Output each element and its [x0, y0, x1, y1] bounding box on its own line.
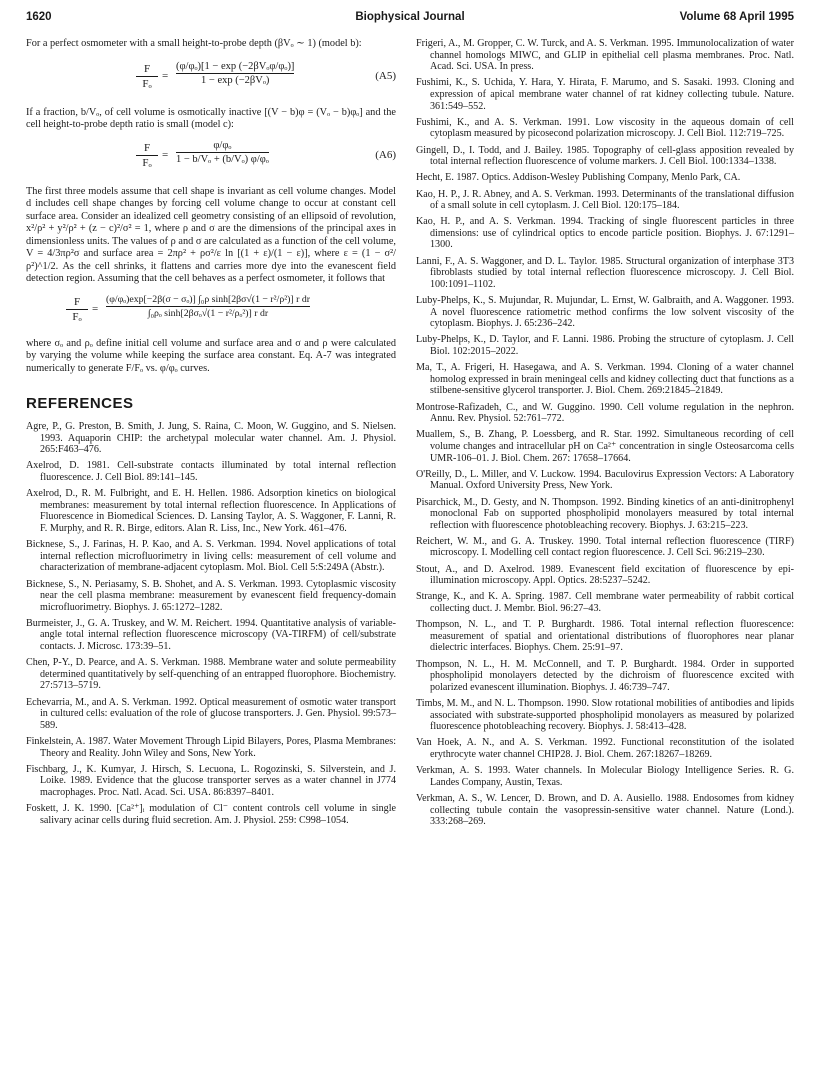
equation-lhs: [66, 296, 88, 323]
reference-entry: Luby-Phelps, K., S. Mujundar, R. Mujundar, L. Ernst, W. Galbraith, and A. Waggoner. 1993. A novel fluorescence ratiometric method confirms the low solvent viscosity of the cytoplasm. Biophys. J. 65:236–242.: [416, 295, 794, 330]
paragraph-models: The first three models assume that cell shape is invariant as cell volume changes. Model d includes cell shape changes by forcing cell volume change to occur at constant cell surface area. Consider an idealized cell geometry consisting of an ellipsoid of revolution, x²/ρ² + y²/ρ² + (z − c)²/σ² = 1, where ρ and σ are the dimensions of the principal axes in dimensionless units. The values of ρ and σ are calculated as a function of the cell volume, V = 4/3πρ²σ and surface area = 2πρ² + ρσ²/ε ln [(1 + ε)/(1 − ε)], where ε = (1 − σ²/ρ²)^1/2. As the cell shrinks, it flattens and carries more dye into the evanescent field detection region. Assuming that the cell behaves as a perfect osmometer, it follows that: [26, 185, 396, 284]
journal-title: Biophysical Journal: [355, 11, 465, 23]
lhs-denominator: Fₒ: [142, 156, 152, 169]
equals-sign: =: [162, 148, 169, 161]
reference-entry: Reichert, W. M., and G. A. Truskey. 1990. Total internal reflection fluorescence (TIRF) microscopy. I. Modelling cell contact region fluorescence. J. Cell Sci. 96:219–230.: [416, 535, 794, 559]
reference-entry: Montrose-Rafizadeh, C., and W. Guggino. 1990. Cell volume regulation in the nephron. Annu. Rev. Physiol. 52:761–772.: [416, 401, 794, 425]
equation-rhs: [176, 61, 294, 86]
equation-rhs: [106, 294, 310, 319]
reference-entry: Fushimi, K., and A. S. Verkman. 1991. Low viscosity in the aqueous domain of cell cytoplasm measured by picosecond polarization microscopy. J. Cell Biol. 112:719–725.: [416, 116, 794, 140]
equation-number: (A6): [375, 148, 396, 161]
reference-entry: Bicknese, S., J. Farinas, H. P. Kao, and A. S. Verkman. 1994. Novel applications of total internal reflection microfluorimetry in living cells: measurement of cell volume and characterization of membrane-adjacent cytoplasm. Mol. Biol. Cell 5:S:249A (Abstr.).: [26, 539, 396, 574]
intro-model-b: For a perfect osmometer with a small height-to-probe depth (βVₒ ∼ 1) (model b):: [26, 38, 362, 49]
rhs-numerator: (φ/φₒ)[1 − exp (−2βVₒφ/φₒ)]: [176, 60, 295, 72]
reference-entry: Luby-Phelps, K., D. Taylor, and F. Lanni. 1986. Probing the structure of cytoplasm. J. Cell Biol. 102:2015–2022.: [416, 334, 794, 357]
rhs-numerator: φ/φₒ: [176, 140, 269, 153]
equals-sign: =: [162, 69, 169, 82]
page-header: [26, 11, 794, 29]
reference-entry: O'Reilly, D., L. Miller, and V. Luckow. 1994. Baculovirus Expression Vectors: A Laboratory Manual. Oxford University Press, New York.: [416, 468, 794, 492]
lhs-numerator: F: [136, 63, 158, 77]
reference-entry: Chen, P-Y., D. Pearce, and A. S. Verkman. 1988. Membrane water and solute permeability determined quantitatively by self-quenching of an entrapped fluorophore. Biochemistry. 27:5713–5719.: [26, 657, 396, 692]
rhs-denominator: ∫₀ρₒ sinh[2βσₒ√(1 − r²/ρₒ²)] r dr: [147, 307, 269, 319]
equation-a7: [26, 292, 396, 334]
reference-entry: Fushimi, K., S. Uchida, Y. Hara, Y. Hirata, F. Marumo, and S. Sasaki. 1993. Cloning and expression of apical membrane water channel of rat kidney collecting tubule. Nature. 361:549–552.: [416, 77, 794, 112]
rhs-denominator: 1 − exp (−2βVₒ): [201, 74, 270, 86]
reference-entry: Agre, P., G. Preston, B. Smith, J. Jung, S. Raina, C. Moon, W. Guggino, and S. Nielsen. 1993. Aquaporin CHIP: the archetypal molecular water channel. Am. J. Physiol. 265:F463–476.: [26, 421, 396, 456]
right-column: [416, 38, 794, 832]
reference-entry: Axelrod, D., R. M. Fulbright, and E. H. Hellen. 1986. Adsorption kinetics on biological membranes: measurement by total internal reflection fluorescence. In Applications of Fluorescence in Biomedical Sciences. D. Lansing Taylor, A. S. Waggoner, F. Lanni, R. F. Murphy, and R. R. Birge, editors. Alan R. Liss, Inc., New York. 461–476.: [26, 488, 396, 534]
left-column: [26, 38, 396, 831]
reference-entry: Verkman, A. S., W. Lencer, D. Brown, and D. A. Ausiello. 1988. Endosomes from kidney collecting tubule contain the vasopressin-sensitive water channel. Nature (Lond.). 333:268–269.: [416, 792, 794, 828]
equals-sign: =: [92, 302, 99, 315]
equation-a6: [26, 138, 396, 178]
equation-lhs: [136, 63, 158, 90]
references-heading: REFERENCES: [26, 395, 134, 412]
reference-entry: Finkelstein, A. 1987. Water Movement Through Lipid Bilayers, Pores, Plasma Membranes: Theory and Reality. John Wiley and Sons, New York.: [26, 736, 396, 759]
reference-entry: Foskett, J. K. 1990. [Ca²⁺]ᵢ modulation of Cl⁻ content controls cell volume in single salivary acinar cells during fluid secretion. Am. J. Physiol. 259: C998–1054.: [26, 803, 396, 826]
reference-entry: Thompson, N. L., and T. P. Burghardt. 1986. Total internal reflection fluorescence: measurement of spatial and orientational distributions of fluorophores near planar dielectric interfaces. Biophys. Chem. 25:91–97.: [416, 619, 794, 654]
equation-lhs: [136, 142, 158, 169]
reference-entry: Thompson, N. L., H. M. McConnell, and T. P. Burghardt. 1984. Order in supported phospholipid monolayers detected by the dichroism of fluorescence excited with polarized evanescent illumination. Biophys. J. 46:739–747.: [416, 658, 794, 693]
reference-entry: Ma, T., A. Frigeri, H. Hasegawa, and A. S. Verkman. 1994. Cloning of a water channel homolog expressed in brain meningeal cells and kidney collecting duct that functions as a stilbene-sensitive glycerol transporter. J. Biol. Chem. 269:21845–21849.: [416, 362, 794, 397]
lhs-denominator: Fₒ: [72, 310, 82, 323]
references-list-left: [26, 421, 396, 826]
rhs-denominator: 1 − b/Vₒ + (b/Vₒ) φ/φₒ: [176, 153, 269, 165]
reference-entry: Hecht, E. 1987. Optics. Addison-Wesley Publishing Company, Menlo Park, CA.: [416, 172, 741, 184]
equation-a5: [26, 59, 396, 99]
reference-entry: Van Hoek, A. N., and A. S. Verkman. 1992. Functional reconstitution of the isolated erythrocyte water channel CHIP28. J. Biol. Chem. 267:18267–18269.: [416, 737, 794, 760]
reference-entry: Frigeri, A., M. Gropper, C. W. Turck, and A. S. Verkman. 1995. Immunolocalization of water channel homologs MIWC, and GLIP in epithelial cell plasma membranes. Proc. Natl. Acad. Sci. USA. In press.: [416, 38, 794, 73]
reference-entry: Kao, H. P., J. R. Abney, and A. S. Verkman. 1993. Determinants of the translational diffusion of a small solute in cell cytoplasm. J. Cell Biol. 120:175–184.: [416, 188, 794, 212]
reference-entry: Strange, K., and K. A. Spring. 1987. Cell membrane water permeability of rabbit cortical collecting duct. J. Membr. Biol. 96:27–43.: [416, 591, 794, 615]
volume-info: Volume 68 April 1995: [679, 11, 794, 23]
reference-entry: Verkman, A. S. 1993. Water channels. In Molecular Biology Intelligence Series. R. G. Landes Company, Austin, Texas.: [416, 765, 794, 788]
reference-entry: Pisarchick, M., D. Gesty, and N. Thompson. 1992. Binding kinetics of an anti-dinitrophenyl monoclonal Fab on supported phospholipid monolayers measured by total internal reflection with fluorescence photobleaching recovery. Biophys. J. 63:215–223.: [416, 496, 794, 531]
references-list-right: [416, 38, 794, 828]
reference-entry: Kao, H. P., and A. S. Verkman. 1994. Tracking of single fluorescent particles in three dimensions: use of cylindrical optics to encode particle position. Biophys. J. 67:1291–1300.: [416, 216, 794, 251]
reference-entry: Fischbarg, J., K. Kumyar, J. Hirsch, S. Lecuona, L. Rogozinski, S. Silverstein, and J. Loike. 1989. Evidence that the glucose transporter serves as a water channel in J774 macrophages. Proc. Natl. Acad. Sci. USA. 86:8397–8401.: [26, 763, 396, 798]
reference-entry: Lanni, F., A. S. Waggoner, and D. L. Taylor. 1985. Structural organization of interphase 3T3 fibroblasts studied by total internal reflection fluorescence microscopy. J. Cell Biol. 100:1091–1102.: [416, 255, 794, 290]
reference-entry: Echevarria, M., and A. S. Verkman. 1992. Optical measurement of osmotic water transport in cultured cells: evaluation of the role of glucose transporters. J. Gen. Physiol. 99:573–589.: [26, 696, 396, 731]
reference-entry: Burmeister, J., G. A. Truskey, and W. M. Reichert. 1994. Quantitative analysis of variable-angle total internal reflection fluorescence microscopy (VA-TIRFM) of cell/substrate contacts. J. Microsc. 173:39–51.: [26, 617, 396, 653]
reference-entry: Axelrod, D. 1981. Cell-substrate contacts illuminated by total internal reflection fluorescence. J. Cell Biol. 89:141–145.: [26, 460, 396, 483]
lhs-numerator: F: [136, 142, 158, 156]
reference-entry: Stout, A., and D. Axelrod. 1989. Evanescent field excitation of fluorescence by epi-illumination microscopy. Appl. Optics. 28:5237–5242.: [416, 563, 794, 587]
rhs-numerator: (φ/φₒ)exp[−2β(σ − σₒ)] ∫₀ρ sinh[2βσ√(1 − r²/ρ²)] r dr: [106, 293, 310, 305]
equation-rhs: [176, 140, 269, 165]
page-number: 1620: [26, 11, 52, 23]
reference-entry: Muallem, S., B. Zhang, P. Loessberg, and R. Star. 1992. Simultaneous recording of cell volume changes and intracellular pH on Ca²⁺ concentration in single Osteosarcoma cells UMR-106–01. J. Biol. Chem. 267: 17658–17664.: [416, 429, 794, 464]
reference-entry: Timbs, M. M., and N. L. Thompson. 1990. Slow rotational mobilities of antibodies and lipids associated with substrate-supported phospholipid monolayers as measured by polarized fluorescence photobleaching recovery. Biophys. J. 58:413–428.: [416, 697, 794, 733]
lhs-numerator: F: [66, 296, 88, 310]
paragraph-after-equation: where σₒ and ρₒ define initial cell volume and surface area and σ and ρ were calculated by varying the volume while keeping the surface area constant. Eq. A-7 was integrated numerically to generate F/Fₒ vs. φ/φₒ curves.: [26, 337, 396, 374]
reference-entry: Gingell, D., I. Todd, and J. Bailey. 1985. Topography of cell-glass apposition revealed by total internal reflection fluorescence of volume markers. J. Cell Biol. 100:1334–1338.: [416, 144, 794, 168]
intro-model-c: If a fraction, b/Vₒ, of cell volume is osmotically inactive [(V − b)φ = (Vₒ − b)φₒ] and the cell height-to-probe depth ratio is small (model c):: [26, 106, 396, 130]
reference-entry: Bicknese, S., N. Periasamy, S. B. Shohet, and A. S. Verkman. 1993. Cytoplasmic viscosity near the cell plasma membrane: measurement by evanescent field frequency-domain microfluorimetry. Biophys. J. 65:1272–1282.: [26, 578, 396, 613]
equation-number: (A5): [375, 69, 396, 82]
lhs-denominator: Fₒ: [142, 77, 152, 90]
